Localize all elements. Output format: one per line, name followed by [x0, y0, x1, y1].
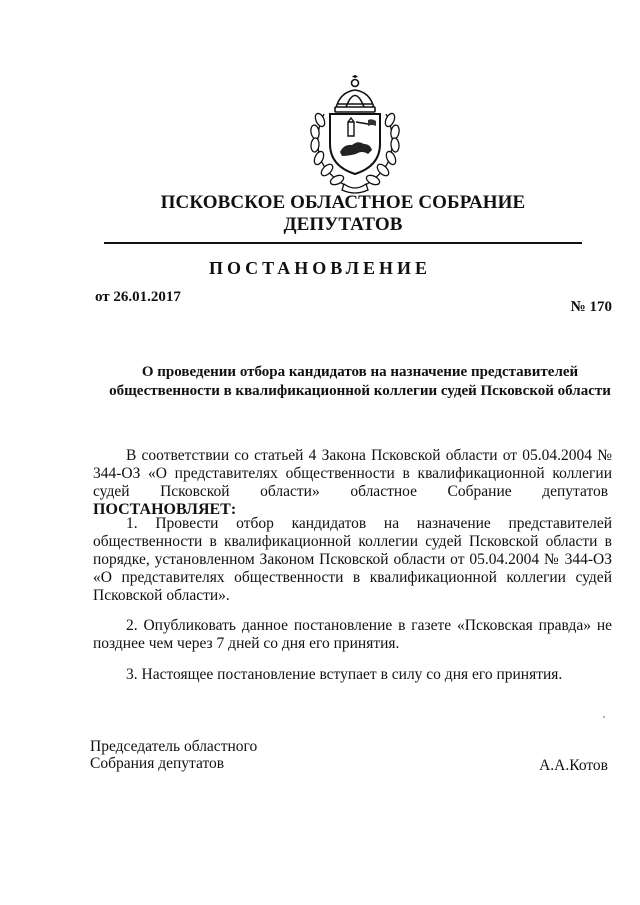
document-date: от 26.01.2017 [95, 289, 181, 305]
preamble-text: В соответствии со статьей 4 Закона Псковской области от 05.04.2004 № 344-ОЗ «О представителях общественности в квалификационной коллегии судей Псковской области» областное Собрание депутатов [93, 447, 612, 500]
title-line-1: О проведении отбора кандидатов на назначение представителей [141, 364, 579, 380]
document-number: № 170 [570, 299, 612, 315]
scan-speck [603, 716, 605, 718]
signatory-position [90, 738, 257, 772]
position-line-1: Председатель областного [90, 738, 258, 755]
organization-name: ПСКОВСКОЕ ОБЛАСТНОЕ СОБРАНИЕ ДЕПУТАТОВ [104, 192, 582, 244]
document-title [100, 363, 620, 401]
item-3-paragraph: 3. Настоящее постановление вступает в силу со дня его принятия. [126, 666, 563, 683]
item-2-paragraph: 2. Опубликовать данное постановление в газете «Псковская правда» не позднее чем через 7 дней со дня его принятия. [93, 617, 612, 652]
title-line-2: общественности в квалификационной коллегии судей Псковской области [109, 383, 611, 399]
document-type: ПОСТАНОВЛЕНИЕ [208, 258, 432, 278]
position-line-2: Собрания депутатов [90, 755, 225, 772]
pskov-coat-of-arms-icon [296, 74, 414, 194]
signatory-name: А.А.Котов [539, 757, 608, 774]
decree-word: ПОСТАНОВЛЯЕТ: [93, 501, 237, 518]
preamble-paragraph [93, 447, 612, 519]
item-1-paragraph: 1. Провести отбор кандидатов на назначение представителей общественности в квалификационной коллегии судей Псковской области в порядке, установленном Законом Псковской области от 05.04.2004 № 344-ОЗ «О представителях общественности в квалификационной коллегии судей Псковской области». [93, 515, 612, 604]
